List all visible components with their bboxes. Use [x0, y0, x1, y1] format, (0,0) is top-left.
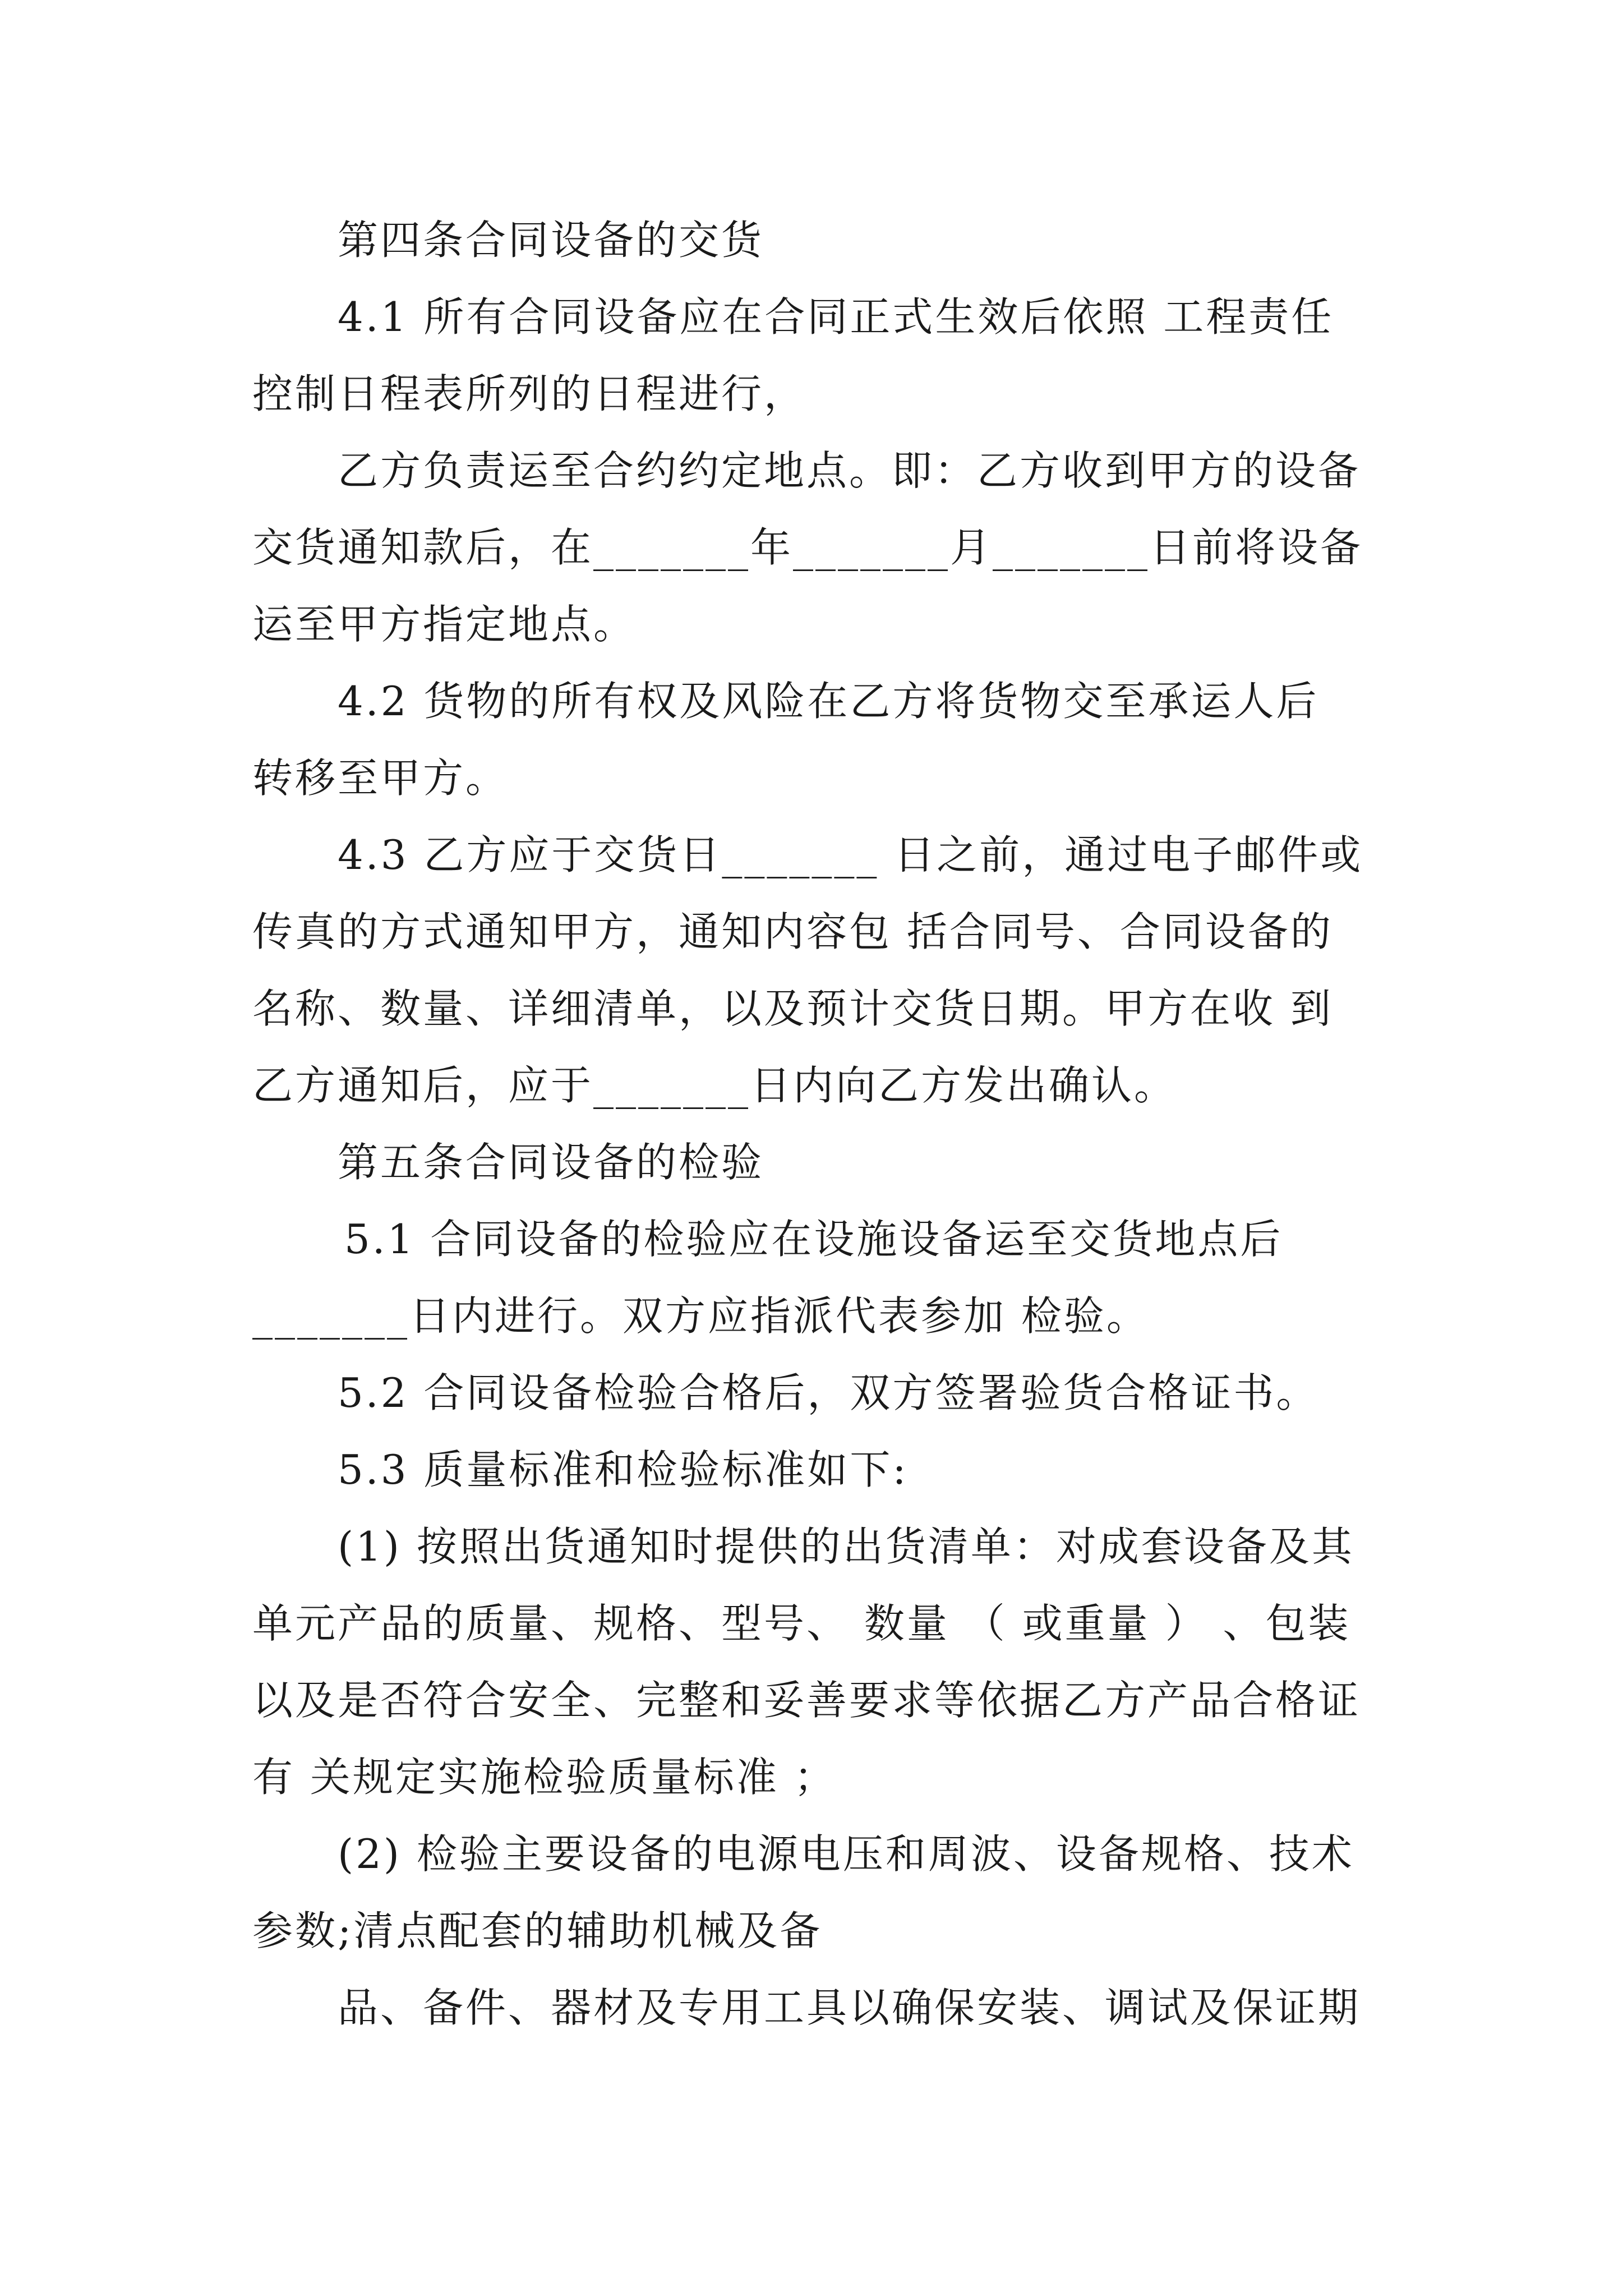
- clause-4-3-line-4: 乙方通知后，应于_______日内向乙方发出确认。: [252, 1062, 1177, 1109]
- item-2-line-1: (2) 检验主要设备的电源电压和周波、设备规格、技术: [338, 1830, 1354, 1878]
- item-2-line-3: 品、备件、器材及专用工具以确保安装、调试及保证期: [338, 1984, 1361, 2031]
- clause-5-3-line-1: 5.3 质量标准和检验标准如下:: [338, 1446, 909, 1493]
- clause-4-2-line-2: 转移至甲方。: [252, 754, 509, 802]
- item-1-line-2: 单元产品的质量、规格、型号、 数量 （ 或重量 ） 、包装: [252, 1600, 1351, 1647]
- clause-4-3-line-1: 4.3 乙方应于交货日_______ 日之前，通过电子邮件或: [338, 831, 1363, 878]
- article-5-heading: 第五条合同设备的检验: [338, 1139, 764, 1186]
- clause-5-2-line-1: 5.2 合同设备检验合格后，双方签署验货合格证书。: [338, 1369, 1319, 1416]
- clause-4-1-line-3: 乙方负责运至合约约定地点。即：乙方收到甲方的设备: [338, 447, 1361, 494]
- clause-4-2-line-1: 4.2 货物的所有权及风险在乙方将货物交至承运人后: [338, 678, 1319, 725]
- clause-4-3-line-3: 名称、数量、详细清单，以及预计交货日期。甲方在收 到: [252, 985, 1333, 1032]
- item-2-line-2: 参数;清点配套的辅助机械及备: [252, 1907, 823, 1954]
- clause-4-1-line-1: 4.1 所有合同设备应在合同正式生效后依照 工程责任: [338, 293, 1334, 341]
- clause-4-1-line-4: 交货通知款后，在_______年_______月_______日前将设备: [252, 524, 1363, 571]
- clause-5-1-line-1: 5.1 合同设备的检验应在设施设备运至交货地点后: [344, 1216, 1283, 1263]
- item-1-line-4: 有 关规定实施检验质量标准 ；: [252, 1754, 837, 1801]
- clause-4-1-line-2: 控制日程表所列的日程进行，: [252, 370, 807, 417]
- clause-4-1-line-5: 运至甲方指定地点。: [252, 601, 637, 648]
- item-1-line-1: (1) 按照出货通知时提供的出货清单：对成套设备及其: [338, 1523, 1354, 1570]
- clause-5-1-line-2: _______日内进行。双方应指派代表参加 检验。: [252, 1292, 1149, 1340]
- article-4-heading: 第四条合同设备的交货: [338, 217, 764, 264]
- document-body: [252, 202, 1391, 2046]
- clause-4-3-line-2: 传真的方式通知甲方，通知内容包 括合同号、合同设备的: [252, 908, 1333, 955]
- item-1-line-3: 以及是否符合安全、完整和妥善要求等依据乙方产品合格证: [252, 1677, 1361, 1724]
